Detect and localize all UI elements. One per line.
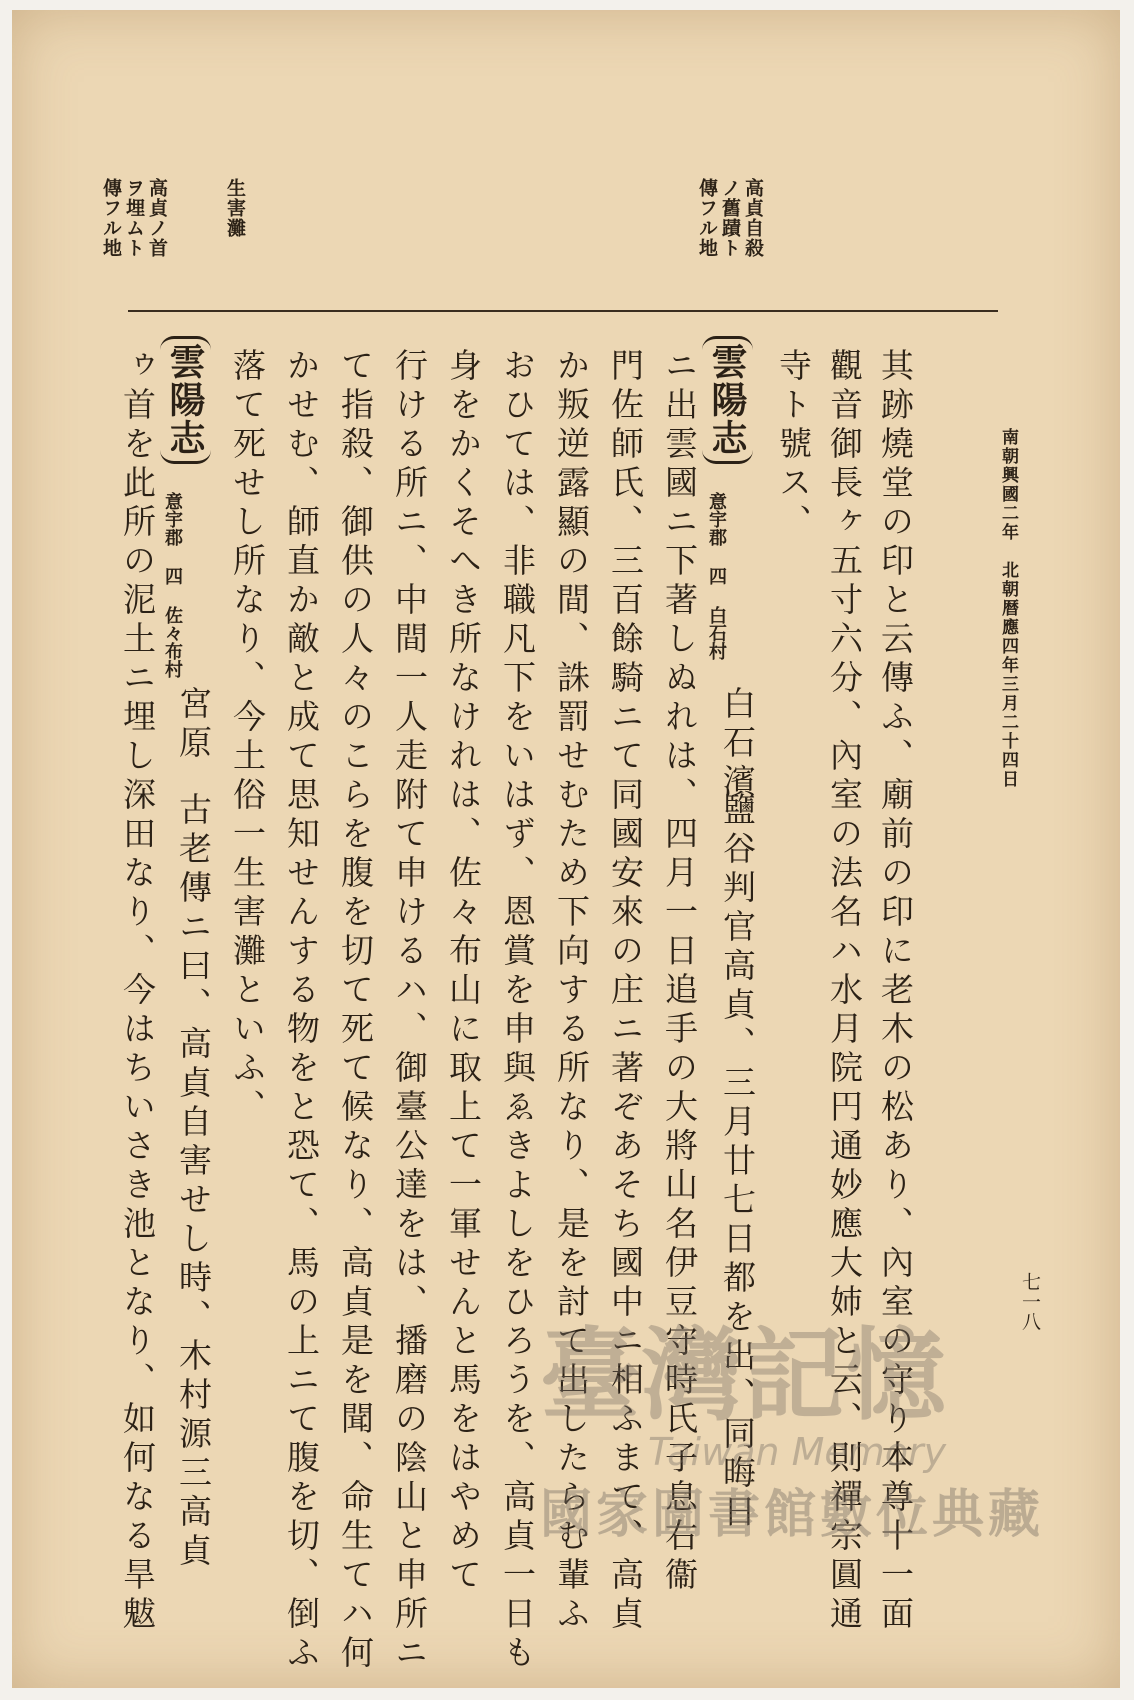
running-title: 南朝興國二年 北朝暦應四年三月二十四日 xyxy=(998,428,1018,789)
citation-place-1: 白石濱 xyxy=(718,686,757,803)
margin-note-shogai-nada: 生害灘 xyxy=(224,178,246,238)
watermark-logo: 臺灣記憶 xyxy=(540,1316,948,1434)
text-column-8: おひては、非職凡下をいはず、恩賞を申與ゑきよしをひろうを、高貞一日も xyxy=(498,348,537,1674)
margin-note-suicide-site: 高貞自殺 ノ舊蹟ト 傳フル地 xyxy=(696,178,764,258)
text-column-1: 其跡燒堂の印と云傳ふ、廟前の印に老木の松あり、內室の守り本尊十一面 xyxy=(876,348,915,1635)
watermark-latin: Taiwan Memory xyxy=(648,1430,947,1474)
text-column-9: 身をかくそへき所なけれは、佐々布山に取上て一軍せんと馬をはやめて xyxy=(444,348,483,1596)
citation-place-2: 宮原 xyxy=(174,686,213,764)
text-column-3: 寺ト號ス、 xyxy=(774,348,813,543)
citation-village-note-2: 意宇郡 四 佐々布村 xyxy=(162,492,183,678)
citation-source-unyoshi-1: 雲陽志 xyxy=(702,336,753,464)
text-column-7: か叛逆露顯の間、誅罰せむため下向する所なり、是を討て出したらむ輩ふ xyxy=(552,348,591,1635)
document-page xyxy=(12,10,1120,1688)
text-column-13: 落て死せし所なり、今土俗一生害灘といふ、 xyxy=(228,348,267,1128)
text-column-6: 門佐師氏、三百餘騎ニて同國安來の庄ニ著ぞあそち國中ニ相ふまて、高貞 xyxy=(606,348,645,1635)
text-column-10: 行ける所ニ、中間一人走附て申けるハ、御臺公達をは、播磨の陰山と申所ニ xyxy=(390,348,429,1674)
margin-note-head-burial: 高貞ノ首 ヲ埋ムト 傳フル地 xyxy=(100,178,168,258)
text-column-5: ニ出雲國ニ下著しぬれは、四月一日追手の大將山名伊豆守時氏子息右衞 xyxy=(660,348,699,1596)
text-column-11: て指殺、御供の人々のこらを腹を切て死て候なり、高貞是を聞、命生てハ何 xyxy=(336,348,375,1674)
citation-source-unyoshi-2: 雲陽志 xyxy=(160,336,211,464)
citation-text-1: 鹽谷判官高貞、三月廿七日都を出、同晦日 xyxy=(718,792,757,1533)
page-number: 七一八 xyxy=(1019,1272,1041,1332)
text-column-12: かせむ、師直か敵と成て思知せんする物をと恐て、馬の上ニて腹を切、倒ふ xyxy=(282,348,321,1674)
text-column-2: 觀音御長ヶ五寸六分、內室の法名ハ水月院円通妙應大姉と云、則禪宗圓通 xyxy=(825,348,864,1635)
citation-text-2: 古老傳ニ曰、高貞自害せし時、木村源三高貞 xyxy=(174,792,213,1572)
watermark-library: 國家圖書館數位典藏 xyxy=(540,1485,1045,1545)
text-column-15: ゥ首を此所の泥土ニ埋し深田なり、今はちいさき池となり、如何なる旱魃 xyxy=(118,348,157,1635)
header-rule xyxy=(128,310,998,312)
citation-village-note-1: 意宇郡 四 白石村 xyxy=(706,492,727,660)
